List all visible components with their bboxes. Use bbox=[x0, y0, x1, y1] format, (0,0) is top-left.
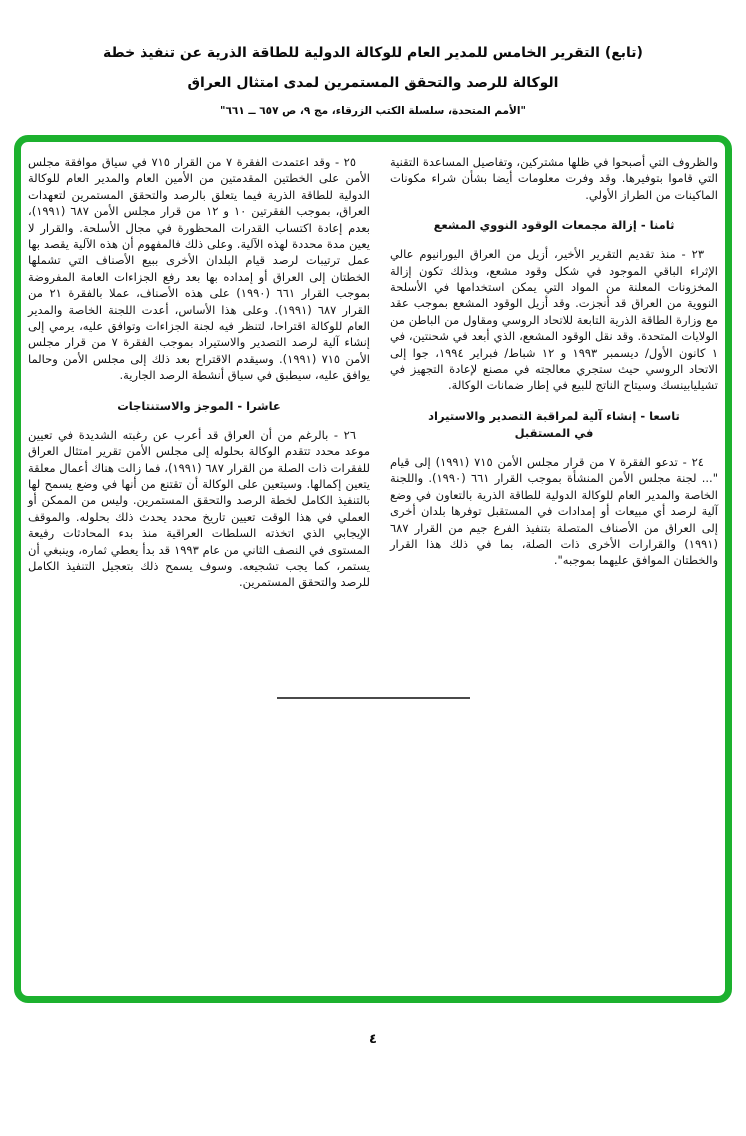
highlight-frame bbox=[14, 135, 732, 1003]
text-column-right bbox=[390, 154, 718, 575]
text-column-left bbox=[28, 154, 370, 597]
section-heading-nine-line-1: تاسعا - إنشاء آلية لمراقبة التصدير والاستيراد bbox=[428, 408, 680, 423]
document-source-citation: "الأمم المتحدة، سلسلة الكتب الزرقاء، مج ٩، ص ٦٥٧ ــ ٦٦١" bbox=[220, 105, 526, 117]
paragraph-continuation: والظروف التي أصبحوا في ظلها مشتركين، وتفاصيل المساعدة التقنية التي قاموا بتوفيرها. وقد وفرت معلومات أيضا بشأن شراء مكونات الماكينات من الطراز الأولي. bbox=[390, 155, 718, 202]
section-heading-nine bbox=[390, 408, 718, 442]
section-heading-ten: عاشرا - الموجز والاستنتاجات bbox=[117, 398, 281, 413]
document-title-line-1: (تابع) التقرير الخامس للمدير العام للوكالة الدولية للطاقة الذرية عن تنفيذ خطة bbox=[103, 45, 643, 61]
footnote-separator-rule bbox=[277, 697, 470, 699]
paragraph-25: ٢٥ - وقد اعتمدت الفقرة ٧ من القرار ٧١٥ في سياق موافقة مجلس الأمن على الخطتين المقدمتين من الأمين العام والمدير العام للوكالة الدولية للطاقة الذرية فيما يتعلق بالرصد والتحقق المستمرين لتعهدات العراق، بموجب الفقرتين ١٠ و ١٢ من قرار مجلس الأمن ٦٨٧ (١٩٩١)، بعدم إعادة اكتساب القدرات المحظورة في مجال الأسلحة. والقرار لا يعين مدة محددة لهذه الآلية. وعلى ذلك فالمفهوم أن هذه الآلية يقصد بها عمل ترتيبات لرصد قيام البلدان الأخرى ببيع الأصناف التي تشملها الخطتان إلى العراق أو إمداده بها بعد رفع الجزاءات العامة المفروضة بموجب القرار ٦٦١ (١٩٩٠) على هذه الأصناف، عملا بالفقرة ٢١ من القرار ٦٨٧ (١٩٩١). وعلى هذا الأساس، أعدت اللجنة الخاصة والمدير العام للوكالة اقتراحا، لتنظر فيه لجنة الجزاءات وتوافق عليه، يرمي إلى إنشاء آلية لرصد التصدير والاستيراد بموجب الفقرة ٧ من قرار مجلس الأمن ٧١٥ (١٩٩١). وسيقدم الاقتراح بعد ذلك إلى مجلس الأمن وحالما يوافق عليه، سيطبق في سياق أنشطة الرصد الجارية. bbox=[28, 155, 370, 383]
section-heading-nine-line-2: في المستقبل bbox=[514, 425, 594, 440]
document-title-line-2: الوكالة للرصد والتحقق المستمرين لمدى امتثال العراق bbox=[187, 75, 559, 91]
paragraph-24: ٢٤ - تدعو الفقرة ٧ من قرار مجلس الأمن ٧١٥ (١٩٩١) إلى قيام "... لجنة مجلس الأمن المنشأة بموجب القرار ٦٦١ (١٩٩٠). واللجنة الخاصة والمدير العام للوكالة الدولية للطاقة الذرية بالتعاون في وضع آلية لرصد أي مبيعات أو إمدادات في المستقبل توفرها بلدان أخرى إلى العراق من الأصناف المتصلة بتنفيذ الفرع جيم من القرار ٦٨٧ (١٩٩١) والقرارات الأخرى ذات الصلة، بما في ذلك هذا القرار والخطتان الموافق عليهما بموجبه". bbox=[390, 454, 718, 568]
page-number: ٤ bbox=[369, 1032, 377, 1047]
paragraph-26: ٢٦ - بالرغم من أن العراق قد أعرب عن رغبته الشديدة في تعيين موعد محدد تتقدم الوكالة بحلوله إلى مجلس الأمن تقرير امتثال العراق للفقرات ذات الصلة من القرار ٦٨٧ (١٩٩١)، فما زالت هناك أعمال معلقة يتعين إكمالها. وسيتعين على الوكالة أن تقتنع من أنها في وضع يسمح لها بالتنفيذ الكامل لخطة الرصد والتحقق المستمرين. وليس من الممكن أو العملي في هذا الوقت تعيين تاريخ محدد يحدث ذلك بحلوله. والموقف الإيجابي الذي اتخذته السلطات العراقية منذ بدء المحادثات رفيعة المستوى في النصف الثاني من عام ١٩٩٣ قد بدأ يعطي ثماره، وينبغي أن يستمر، كما يجب تشجيعه. وسوف يسمح ذلك بتعجيل التنفيذ الكامل للرصد والتحقق المستمرين. bbox=[28, 427, 370, 590]
section-heading-eight: ثامنا - إزالة مجمعات الوقود النووي المشعع bbox=[433, 218, 675, 233]
paragraph-23: ٢٣ - منذ تقديم التقرير الأخير، أزيل من العراق اليورانيوم عالي الإثراء الباقي الموجود في شكل وقود مشعع، وبذلك تكون إزالة المخزونات المعلنة من المواد التي يمكن استخدامها في الأسلحة النووية من العراق قد أنجزت. وقد أزيل الوقود المشعع بموجب عقد مع وزارة الطاقة الذرية التابعة للاتحاد الروسي ومقاول من الباطن من الولايات المتحدة. وقد نقل الوقود المشعع، الذي أبعد في شحنتين، في ١ كانون الأول/ ديسمبر ١٩٩٣ و ١٢ شباط/ فبراير ١٩٩٤، جوا إلى الاتحاد الروسي حيث ستجري معالجته في مصنع لإعادة التجهيز في تشيليابينسك وسيتاح الناتج للبيع في إطار ضمانات الوكالة. bbox=[390, 247, 718, 393]
document-title-block bbox=[0, 44, 746, 118]
